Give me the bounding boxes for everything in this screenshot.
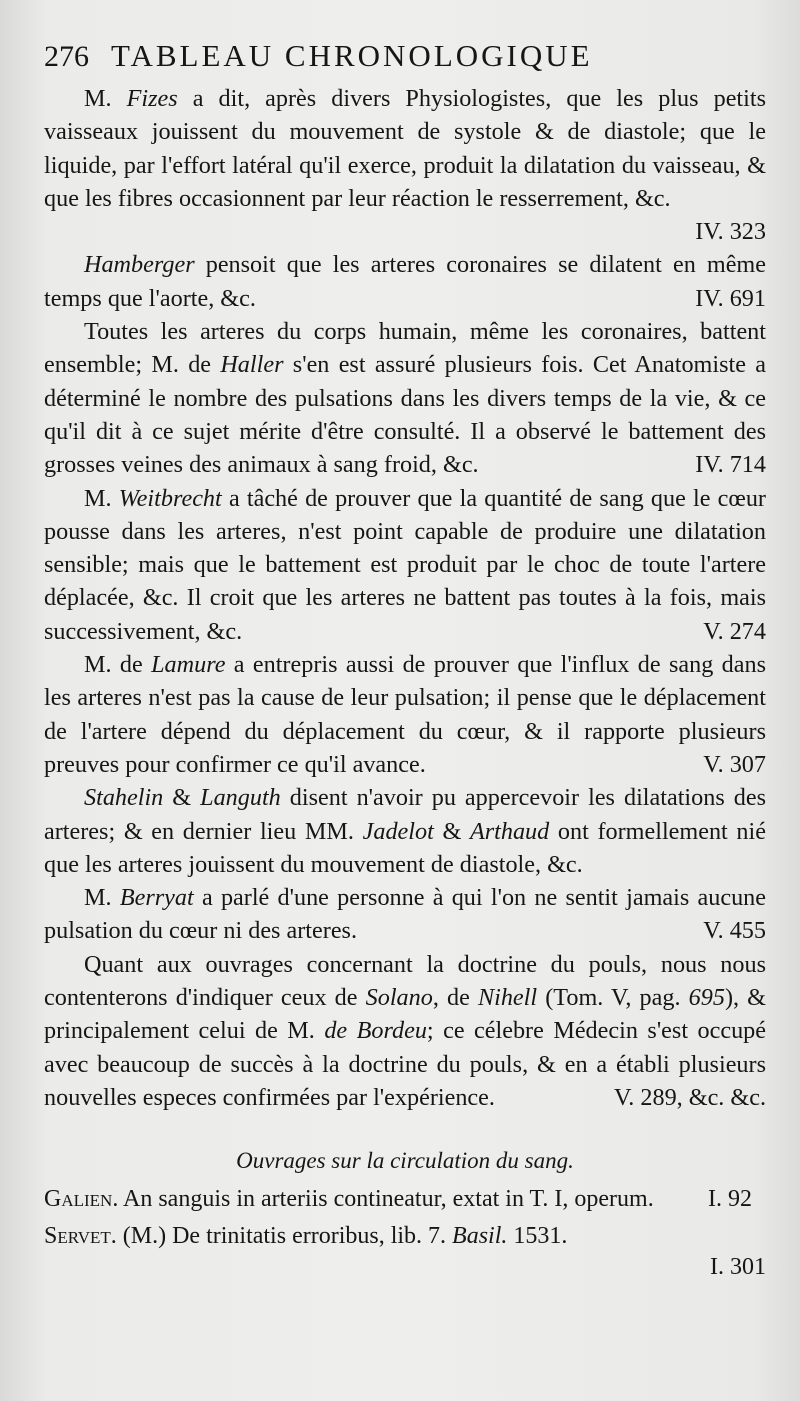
bibliography-entry-galien: Galien. An sanguis in arteriis contineatur, extat in T. I, operum. I. 92 — [44, 1184, 766, 1215]
bibliography — [44, 1184, 766, 1282]
running-title: TABLEAU CHRONOLOGIQUE — [111, 38, 593, 73]
volume-reference: IV. 691 — [695, 284, 766, 312]
paragraph-weitbrecht: M. Weitbrecht a tâché de prouver que la quantité de sang que le cœur pousse dans les arteres, n'est point capable de produire une dilatation sensible; mais que le battement est produit par le choc de toute l'artere déplacée, &c. Il croit que les arteres ne battent pas toutes à la fois, mais successivement, &c. V. 274 — [44, 482, 766, 648]
volume-reference: IV. 323 — [695, 218, 766, 246]
paragraph-lamure: M. de Lamure a entrepris aussi de prouver que l'influx de sang dans les arteres n'est pas la cause de leur pulsation; il pense que le déplacement de l'artere dépend du déplacement du cœur, & il rapporte plusieurs preuves pour confirmer ce qu'il avance. V. 307 — [44, 648, 766, 781]
paragraph-stahelin: Stahelin & Languth disent n'avoir pu appercevoir les dilatations des arteres; & en dernier lieu MM. Jadelot & Arthaud ont formellement nié que les arteres jouissent du mouvement de diastole, &c. — [44, 784, 766, 878]
page-header — [44, 38, 766, 82]
volume-reference: IV. 714 — [695, 451, 766, 479]
paragraph-hamberger: Hamberger pensoit que les arteres coronaires se dilatent en même temps que l'aorte, &c. IV. 691 — [44, 248, 766, 315]
author-name: Galien. — [44, 1186, 119, 1213]
volume-reference: V. 307 — [703, 750, 766, 778]
volume-reference: V. 274 — [703, 617, 766, 645]
bibliography-entry-servet: Servet. (M.) De trinitatis erroribus, lib. 7. Basil. 1531. — [44, 1223, 568, 1250]
paragraph-berryat: M. Berryat a parlé d'une personne à qui l'on ne sentit jamais aucune pulsation du cœur ni des arteres. V. 455 — [44, 881, 766, 948]
author-name: Servet. — [44, 1223, 117, 1250]
paragraph-pouls: Quant aux ouvrages concernant la doctrine du pouls, nous nous contenterons d'indiquer ceux de Solano, de Nihell (Tom. V, pag. 695), & principalement celui de M. de Bordeu; ce célebre Médecin s'est occupé avec beaucoup de succès à la doctrine du pouls, & en a établi plusieurs nouvelles especes confirmées par l'expérience. V. 289, &c. &c. — [44, 948, 766, 1114]
section-title: Ouvrages sur la circulation du sang. — [236, 1148, 574, 1174]
volume-reference: V. 289, &c. &c. — [613, 1083, 766, 1111]
body-text — [44, 82, 766, 1114]
volume-reference: V. 455 — [703, 917, 766, 945]
volume-reference: I. 92 — [708, 1186, 752, 1213]
volume-reference: I. 301 — [710, 1254, 766, 1281]
page-number: 276 — [44, 40, 89, 73]
paragraph-fizes: M. Fizes a dit, après divers Physiologistes, que les plus petits vaisseaux jouissent du mouvement de systole & de diastole; que le liquide, par l'effort latéral qu'il exerce, produit la dilatation du vaisseau, & que les fibres occasionnent par leur réaction le resserrement, &c. IV. 323 — [44, 82, 766, 248]
paragraph-haller: Toutes les arteres du corps humain, même les coronaires, battent ensemble; M. de Haller s'en est assuré plusieurs fois. Cet Anatomiste a déterminé le nombre des pulsations dans les divers temps de la vie, & ce qu'il dit à ce sujet mérite d'être consulté. Il a observé le battement des grosses veines des animaux à sang froid, &c. IV. 714 — [44, 315, 766, 481]
